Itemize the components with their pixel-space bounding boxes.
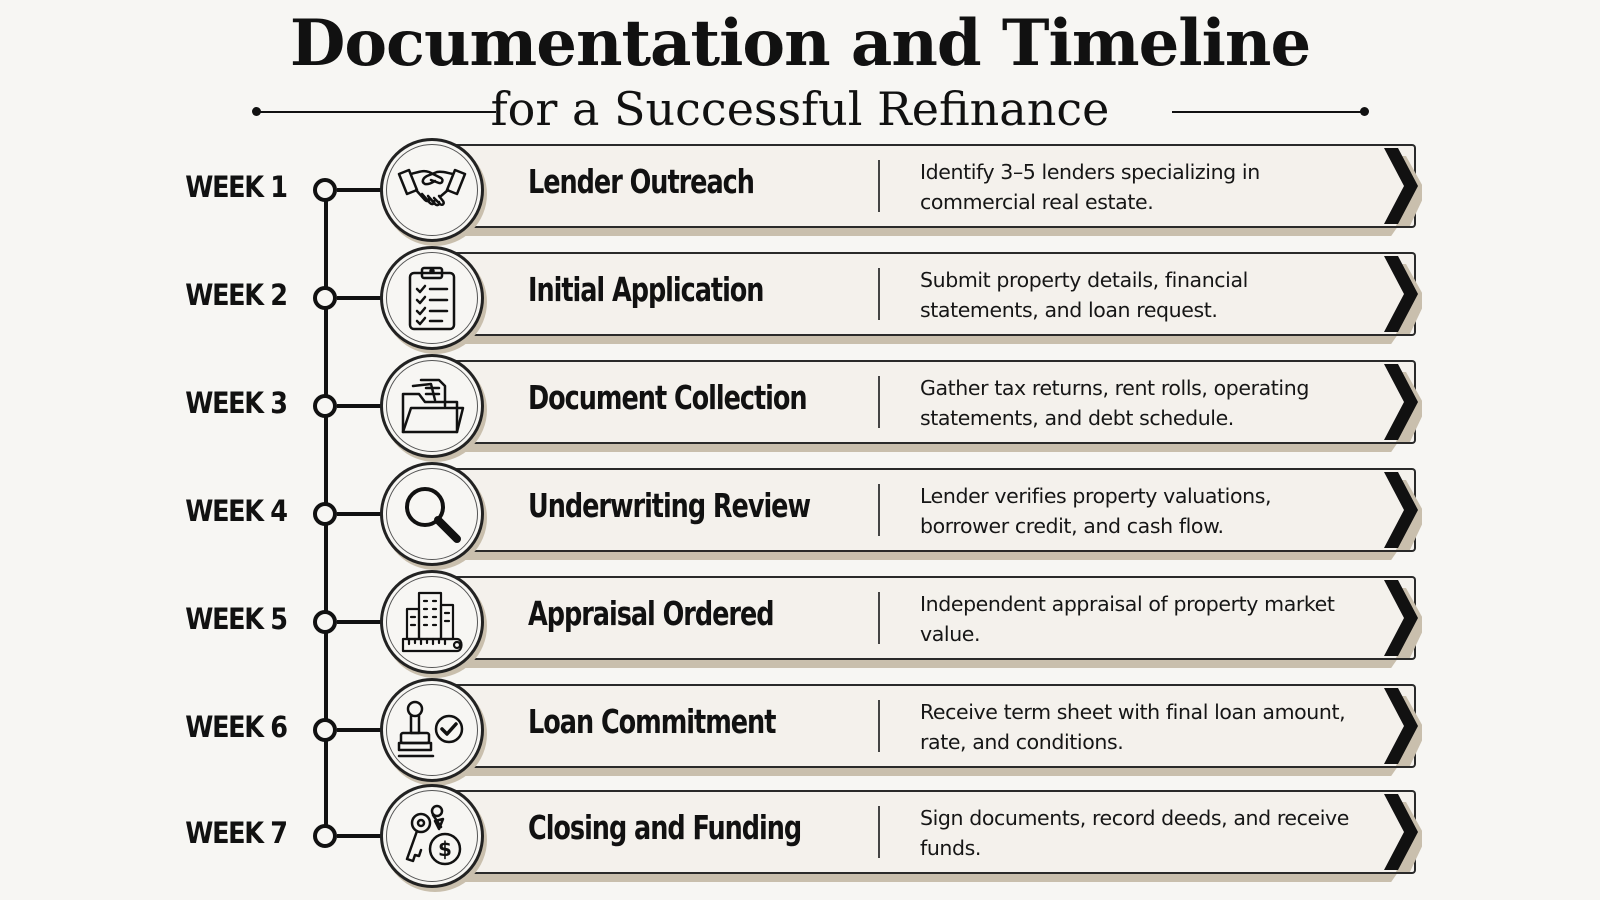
card-divider	[878, 592, 880, 644]
week-label: WEEK 4	[185, 494, 287, 528]
rule-right	[1172, 111, 1364, 113]
handshake-icon	[397, 160, 467, 220]
timeline-step-2	[0, 250, 1600, 346]
connector	[337, 834, 381, 838]
timeline-node	[313, 718, 337, 742]
card-divider	[878, 376, 880, 428]
magnifying-glass-icon	[401, 483, 463, 545]
connector	[337, 728, 381, 732]
chevron-right-icon	[1382, 580, 1422, 658]
card-divider	[878, 806, 880, 858]
chevron-right-icon	[1382, 794, 1422, 872]
keys-dollar-icon	[399, 803, 465, 869]
step-title: Initial Application	[528, 270, 764, 309]
connector	[337, 296, 381, 300]
svg-text:$: $	[438, 837, 452, 861]
step-description: Independent appraisal of property market value.	[920, 592, 1335, 646]
step-icon-circle	[380, 570, 484, 674]
chevron-right-icon	[1382, 256, 1422, 334]
step-description: Gather tax returns, rent rolls, operating statements, and debt schedule.	[920, 376, 1309, 430]
step-description: Submit property details, financial statements, and loan request.	[920, 268, 1248, 322]
clipboard-checklist-icon	[402, 265, 462, 331]
step-icon-circle	[380, 784, 484, 888]
week-label: WEEK 3	[185, 386, 287, 420]
week-label: WEEK 7	[185, 816, 287, 850]
chevron-right-icon	[1382, 148, 1422, 226]
timeline-step-1	[0, 142, 1600, 238]
step-description: Receive term sheet with final loan amount, rate, and conditions.	[920, 700, 1346, 754]
timeline-step-7	[0, 788, 1600, 884]
step-description: Identify 3–5 lenders specializing in commercial real estate.	[920, 160, 1260, 214]
page-subtitle: for a Successful Refinance	[490, 82, 1110, 136]
timeline-node	[313, 178, 337, 202]
timeline-node	[313, 286, 337, 310]
week-label: WEEK 1	[185, 170, 287, 204]
timeline-step-3	[0, 358, 1600, 454]
timeline-step-5	[0, 574, 1600, 670]
step-title: Lender Outreach	[528, 162, 754, 201]
step-icon-circle	[380, 462, 484, 566]
step-title: Underwriting Review	[528, 486, 810, 525]
step-description: Sign documents, record deeds, and receive funds.	[920, 806, 1349, 860]
step-icon-circle	[380, 678, 484, 782]
timeline-node	[313, 394, 337, 418]
chevron-right-icon	[1382, 472, 1422, 550]
card-divider	[878, 700, 880, 752]
timeline-step-4	[0, 466, 1600, 562]
step-title: Closing and Funding	[528, 808, 802, 847]
connector	[337, 512, 381, 516]
step-icon-circle	[380, 138, 484, 242]
step-title: Appraisal Ordered	[528, 594, 774, 633]
building-tape-measure-icon	[399, 589, 465, 655]
week-label: WEEK 5	[185, 602, 287, 636]
connector	[337, 404, 381, 408]
timeline-step-6	[0, 682, 1600, 778]
timeline-node	[313, 610, 337, 634]
chevron-right-icon	[1382, 688, 1422, 766]
step-title: Loan Commitment	[528, 702, 776, 741]
card-divider	[878, 268, 880, 320]
rule-dot-right	[1360, 107, 1369, 116]
chevron-right-icon	[1382, 364, 1422, 442]
timeline-node	[313, 502, 337, 526]
connector	[337, 188, 381, 192]
page-title: Documentation and Timeline	[289, 6, 1311, 81]
week-label: WEEK 6	[185, 710, 287, 744]
step-description: Lender verifies property valuations, borrower credit, and cash flow.	[920, 484, 1272, 538]
week-label: WEEK 2	[185, 278, 287, 312]
card-divider	[878, 484, 880, 536]
step-icon-circle	[380, 354, 484, 458]
connector	[337, 620, 381, 624]
step-title: Document Collection	[528, 378, 807, 417]
folder-documents-icon	[399, 376, 465, 436]
step-icon-circle	[380, 246, 484, 350]
card-divider	[878, 160, 880, 212]
subtitle-row	[0, 82, 1600, 142]
timeline-node	[313, 824, 337, 848]
stamp-checkmark-icon	[397, 699, 467, 761]
